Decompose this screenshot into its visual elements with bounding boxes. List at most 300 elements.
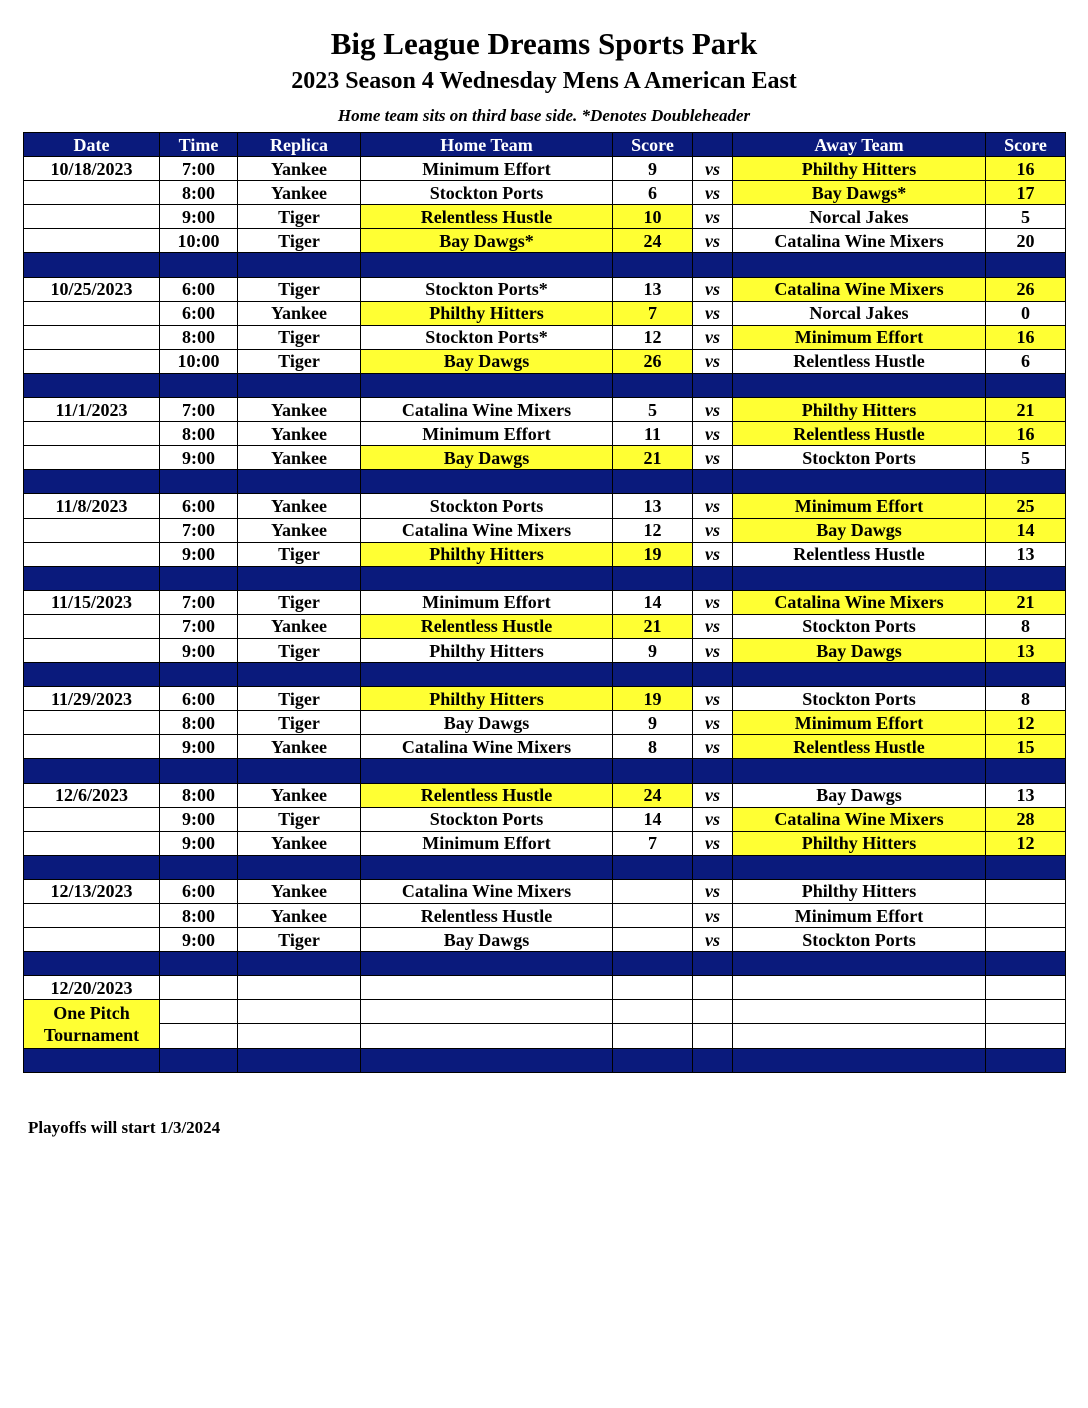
empty-cell — [693, 1000, 733, 1024]
home-score — [613, 928, 693, 952]
away-score: 21 — [986, 590, 1066, 614]
game-row — [24, 422, 1066, 446]
home-score: 7 — [613, 831, 693, 855]
home-team: Relentless Hustle — [361, 904, 613, 928]
home-team: Stockton Ports* — [361, 325, 613, 349]
separator-cell — [986, 373, 1066, 397]
separator-cell — [238, 373, 361, 397]
game-time: 10:00 — [160, 349, 238, 373]
home-score: 8 — [613, 735, 693, 759]
vs-label: vs — [693, 398, 733, 422]
separator-cell — [733, 373, 986, 397]
home-team: Minimum Effort — [361, 590, 613, 614]
separator-cell — [986, 566, 1066, 590]
vs-label: vs — [693, 494, 733, 518]
separator-row — [24, 373, 1066, 397]
game-row — [24, 181, 1066, 205]
game-replica: Yankee — [238, 398, 361, 422]
home-score: 7 — [613, 301, 693, 325]
game-replica: Yankee — [238, 783, 361, 807]
home-score: 19 — [613, 687, 693, 711]
game-row — [24, 687, 1066, 711]
vs-label: vs — [693, 807, 733, 831]
game-row — [24, 349, 1066, 373]
game-date: 12/13/2023 — [24, 879, 160, 903]
game-time: 8:00 — [160, 422, 238, 446]
game-date — [24, 349, 160, 373]
vs-label: vs — [693, 181, 733, 205]
game-replica: Yankee — [238, 494, 361, 518]
game-date: 11/29/2023 — [24, 687, 160, 711]
game-replica: Tiger — [238, 807, 361, 831]
game-row — [24, 904, 1066, 928]
separator-cell — [160, 663, 238, 687]
game-date: 11/8/2023 — [24, 494, 160, 518]
home-score: 14 — [613, 590, 693, 614]
home-team: Stockton Ports — [361, 181, 613, 205]
away-team: Catalina Wine Mixers — [733, 590, 986, 614]
playoffs-note: Playoffs will start 1/3/2024 — [28, 1118, 221, 1137]
game-replica: Tiger — [238, 711, 361, 735]
game-date — [24, 735, 160, 759]
separator-cell — [238, 253, 361, 277]
away-team: Stockton Ports — [733, 928, 986, 952]
separator-cell — [613, 373, 693, 397]
separator-cell — [361, 253, 613, 277]
vs-label: vs — [693, 301, 733, 325]
empty-cell — [733, 976, 986, 1000]
away-score: 13 — [986, 783, 1066, 807]
game-time: 9:00 — [160, 831, 238, 855]
tournament-row — [24, 1000, 1066, 1024]
game-replica: Yankee — [238, 831, 361, 855]
game-date — [24, 711, 160, 735]
vs-label: vs — [693, 783, 733, 807]
separator-cell — [238, 855, 361, 879]
separator-cell — [361, 855, 613, 879]
home-score: 11 — [613, 422, 693, 446]
away-team: Philthy Hitters — [733, 879, 986, 903]
game-replica: Tiger — [238, 277, 361, 301]
separator-cell — [160, 855, 238, 879]
game-time: 9:00 — [160, 205, 238, 229]
game-row — [24, 446, 1066, 470]
separator-cell — [733, 566, 986, 590]
separator-cell — [613, 952, 693, 976]
col-header-home-team: Home Team — [361, 133, 613, 157]
game-replica: Yankee — [238, 181, 361, 205]
tournament-row — [24, 1024, 1066, 1048]
away-score: 8 — [986, 614, 1066, 638]
away-team: Bay Dawgs — [733, 783, 986, 807]
separator-cell — [160, 373, 238, 397]
separator-cell — [361, 470, 613, 494]
home-team: Relentless Hustle — [361, 614, 613, 638]
away-score: 16 — [986, 422, 1066, 446]
away-score: 5 — [986, 205, 1066, 229]
separator-cell — [24, 952, 160, 976]
separator-cell — [613, 759, 693, 783]
away-team: Philthy Hitters — [733, 398, 986, 422]
home-score: 13 — [613, 277, 693, 301]
separator-cell — [986, 663, 1066, 687]
col-header-away-score: Score — [986, 133, 1066, 157]
separator-cell — [361, 663, 613, 687]
vs-label: vs — [693, 446, 733, 470]
game-date — [24, 807, 160, 831]
empty-cell — [361, 1000, 613, 1024]
separator-cell — [361, 759, 613, 783]
game-time: 9:00 — [160, 638, 238, 662]
col-header-time: Time — [160, 133, 238, 157]
game-row — [24, 277, 1066, 301]
page-note: Home team sits on third base side. *Denotes Doubleheader — [337, 106, 751, 125]
home-team: Catalina Wine Mixers — [361, 879, 613, 903]
game-row — [24, 325, 1066, 349]
separator-cell — [693, 1048, 733, 1072]
vs-label: vs — [693, 687, 733, 711]
game-date — [24, 422, 160, 446]
away-team: Minimum Effort — [733, 325, 986, 349]
separator-cell — [361, 566, 613, 590]
tournament-date: 12/20/2023 — [24, 976, 160, 1000]
empty-cell — [613, 976, 693, 1000]
home-score: 12 — [613, 518, 693, 542]
tournament-label-line2: Tournament — [43, 1024, 140, 1045]
home-team: Minimum Effort — [361, 422, 613, 446]
header-row — [24, 133, 1066, 157]
game-time: 6:00 — [160, 277, 238, 301]
separator-cell — [24, 1048, 160, 1072]
empty-cell — [160, 976, 238, 1000]
home-team: Catalina Wine Mixers — [361, 518, 613, 542]
separator-cell — [613, 470, 693, 494]
away-team: Relentless Hustle — [733, 349, 986, 373]
empty-cell — [693, 1024, 733, 1048]
separator-cell — [613, 855, 693, 879]
separator-cell — [24, 470, 160, 494]
game-time: 7:00 — [160, 590, 238, 614]
home-team: Philthy Hitters — [361, 542, 613, 566]
away-score: 16 — [986, 325, 1066, 349]
vs-label: vs — [693, 542, 733, 566]
game-date: 11/1/2023 — [24, 398, 160, 422]
game-time: 8:00 — [160, 711, 238, 735]
vs-label: vs — [693, 614, 733, 638]
game-replica: Tiger — [238, 349, 361, 373]
game-time: 7:00 — [160, 398, 238, 422]
separator-cell — [613, 663, 693, 687]
separator-cell — [733, 759, 986, 783]
game-replica: Yankee — [238, 879, 361, 903]
separator-cell — [986, 1048, 1066, 1072]
home-team: Catalina Wine Mixers — [361, 735, 613, 759]
home-score: 13 — [613, 494, 693, 518]
separator-cell — [613, 566, 693, 590]
home-team: Minimum Effort — [361, 831, 613, 855]
game-time: 6:00 — [160, 301, 238, 325]
col-header-replica: Replica — [238, 133, 361, 157]
separator-cell — [693, 470, 733, 494]
game-replica: Yankee — [238, 422, 361, 446]
away-team: Minimum Effort — [733, 494, 986, 518]
game-time: 8:00 — [160, 783, 238, 807]
away-team: Stockton Ports — [733, 687, 986, 711]
away-team: Philthy Hitters — [733, 831, 986, 855]
vs-label: vs — [693, 879, 733, 903]
separator-cell — [238, 663, 361, 687]
separator-cell — [733, 1048, 986, 1072]
game-row — [24, 542, 1066, 566]
away-score: 12 — [986, 831, 1066, 855]
separator-cell — [733, 855, 986, 879]
col-header-date: Date — [24, 133, 160, 157]
separator-cell — [160, 253, 238, 277]
separator-cell — [238, 566, 361, 590]
game-date: 11/15/2023 — [24, 590, 160, 614]
away-score — [986, 904, 1066, 928]
game-row — [24, 879, 1066, 903]
separator-cell — [733, 952, 986, 976]
empty-cell — [613, 1000, 693, 1024]
vs-label: vs — [693, 157, 733, 181]
away-team: Catalina Wine Mixers — [733, 277, 986, 301]
empty-cell — [361, 1024, 613, 1048]
vs-label: vs — [693, 422, 733, 446]
home-score: 10 — [613, 205, 693, 229]
game-date: 10/25/2023 — [24, 277, 160, 301]
separator-cell — [733, 470, 986, 494]
separator-row — [24, 952, 1066, 976]
home-team: Stockton Ports* — [361, 277, 613, 301]
home-score: 19 — [613, 542, 693, 566]
home-score: 12 — [613, 325, 693, 349]
separator-cell — [160, 566, 238, 590]
separator-cell — [238, 1048, 361, 1072]
away-score: 28 — [986, 807, 1066, 831]
game-row — [24, 928, 1066, 952]
away-team: Bay Dawgs — [733, 638, 986, 662]
home-score: 6 — [613, 181, 693, 205]
separator-row — [24, 253, 1066, 277]
home-team: Relentless Hustle — [361, 783, 613, 807]
game-row — [24, 614, 1066, 638]
game-time: 9:00 — [160, 928, 238, 952]
vs-label: vs — [693, 277, 733, 301]
game-replica: Yankee — [238, 614, 361, 638]
away-score: 14 — [986, 518, 1066, 542]
game-date — [24, 205, 160, 229]
separator-cell — [361, 952, 613, 976]
home-team: Philthy Hitters — [361, 687, 613, 711]
away-team: Minimum Effort — [733, 711, 986, 735]
game-row — [24, 157, 1066, 181]
empty-cell — [693, 976, 733, 1000]
away-team: Philthy Hitters — [733, 157, 986, 181]
game-row — [24, 735, 1066, 759]
game-time: 9:00 — [160, 807, 238, 831]
away-score: 8 — [986, 687, 1066, 711]
game-replica: Tiger — [238, 687, 361, 711]
empty-cell — [238, 976, 361, 1000]
game-date — [24, 831, 160, 855]
separator-cell — [24, 566, 160, 590]
home-team: Bay Dawgs — [361, 711, 613, 735]
game-time: 7:00 — [160, 518, 238, 542]
game-replica: Yankee — [238, 735, 361, 759]
game-date — [24, 229, 160, 253]
game-date — [24, 638, 160, 662]
vs-label: vs — [693, 349, 733, 373]
tournament-label — [24, 1000, 160, 1048]
away-team: Bay Dawgs* — [733, 181, 986, 205]
separator-cell — [24, 373, 160, 397]
home-team: Minimum Effort — [361, 157, 613, 181]
vs-label: vs — [693, 325, 733, 349]
separator-cell — [693, 759, 733, 783]
game-row — [24, 229, 1066, 253]
away-score: 12 — [986, 711, 1066, 735]
away-score — [986, 928, 1066, 952]
game-row — [24, 831, 1066, 855]
away-score: 5 — [986, 446, 1066, 470]
separator-cell — [986, 470, 1066, 494]
game-row — [24, 807, 1066, 831]
home-team: Philthy Hitters — [361, 301, 613, 325]
game-time: 6:00 — [160, 494, 238, 518]
home-score: 26 — [613, 349, 693, 373]
home-team: Stockton Ports — [361, 494, 613, 518]
page-subtitle: 2023 Season 4 Wednesday Mens A American East — [291, 68, 797, 94]
game-row — [24, 638, 1066, 662]
away-team: Stockton Ports — [733, 614, 986, 638]
vs-label: vs — [693, 229, 733, 253]
game-replica: Tiger — [238, 542, 361, 566]
separator-cell — [693, 566, 733, 590]
game-replica: Tiger — [238, 325, 361, 349]
game-time: 9:00 — [160, 542, 238, 566]
separator-cell — [986, 759, 1066, 783]
tournament-date-row — [24, 976, 1066, 1000]
separator-cell — [693, 952, 733, 976]
vs-label: vs — [693, 518, 733, 542]
separator-cell — [160, 759, 238, 783]
game-replica: Yankee — [238, 446, 361, 470]
game-date — [24, 181, 160, 205]
empty-cell — [733, 1024, 986, 1048]
away-score: 25 — [986, 494, 1066, 518]
game-date — [24, 542, 160, 566]
away-team: Relentless Hustle — [733, 422, 986, 446]
game-time: 7:00 — [160, 157, 238, 181]
game-row — [24, 590, 1066, 614]
away-team: Relentless Hustle — [733, 542, 986, 566]
game-replica: Yankee — [238, 904, 361, 928]
game-time: 8:00 — [160, 325, 238, 349]
separator-cell — [733, 253, 986, 277]
separator-row — [24, 759, 1066, 783]
game-time: 7:00 — [160, 614, 238, 638]
home-score — [613, 879, 693, 903]
game-row — [24, 205, 1066, 229]
away-team: Catalina Wine Mixers — [733, 229, 986, 253]
away-team: Bay Dawgs — [733, 518, 986, 542]
game-replica: Yankee — [238, 157, 361, 181]
home-score: 21 — [613, 446, 693, 470]
empty-cell — [160, 1000, 238, 1024]
empty-cell — [361, 976, 613, 1000]
separator-cell — [693, 663, 733, 687]
home-team: Bay Dawgs — [361, 349, 613, 373]
page-title: Big League Dreams Sports Park — [330, 26, 758, 61]
game-date: 12/6/2023 — [24, 783, 160, 807]
game-replica: Tiger — [238, 638, 361, 662]
home-score — [613, 904, 693, 928]
separator-cell — [361, 1048, 613, 1072]
game-time: 9:00 — [160, 735, 238, 759]
col-header-away-team: Away Team — [733, 133, 986, 157]
game-date — [24, 904, 160, 928]
away-score: 15 — [986, 735, 1066, 759]
separator-cell — [693, 855, 733, 879]
away-score: 17 — [986, 181, 1066, 205]
vs-label: vs — [693, 735, 733, 759]
home-team: Bay Dawgs — [361, 446, 613, 470]
separator-row — [24, 663, 1066, 687]
away-team: Minimum Effort — [733, 904, 986, 928]
vs-label: vs — [693, 831, 733, 855]
game-row — [24, 301, 1066, 325]
game-time: 6:00 — [160, 687, 238, 711]
game-time: 10:00 — [160, 229, 238, 253]
vs-label: vs — [693, 638, 733, 662]
home-team: Catalina Wine Mixers — [361, 398, 613, 422]
game-time: 8:00 — [160, 904, 238, 928]
separator-row — [24, 855, 1066, 879]
empty-cell — [238, 1024, 361, 1048]
vs-label: vs — [693, 904, 733, 928]
away-score: 16 — [986, 157, 1066, 181]
separator-cell — [986, 253, 1066, 277]
empty-cell — [733, 1000, 986, 1024]
separator-cell — [613, 253, 693, 277]
away-score: 0 — [986, 301, 1066, 325]
game-time: 6:00 — [160, 879, 238, 903]
separator-cell — [238, 952, 361, 976]
game-time: 9:00 — [160, 446, 238, 470]
separator-cell — [986, 952, 1066, 976]
schedule-table — [23, 132, 1066, 1073]
game-row — [24, 711, 1066, 735]
home-team: Bay Dawgs* — [361, 229, 613, 253]
game-replica: Tiger — [238, 590, 361, 614]
separator-row — [24, 1048, 1066, 1072]
home-team: Bay Dawgs — [361, 928, 613, 952]
vs-label: vs — [693, 205, 733, 229]
game-date — [24, 301, 160, 325]
separator-cell — [24, 253, 160, 277]
separator-cell — [733, 663, 986, 687]
tournament-label-line1: One Pitch — [53, 1002, 130, 1023]
vs-label: vs — [693, 711, 733, 735]
game-date — [24, 446, 160, 470]
game-replica: Yankee — [238, 301, 361, 325]
col-header-home-score: Score — [613, 133, 693, 157]
separator-cell — [160, 470, 238, 494]
separator-cell — [24, 663, 160, 687]
home-score: 9 — [613, 638, 693, 662]
home-team: Relentless Hustle — [361, 205, 613, 229]
